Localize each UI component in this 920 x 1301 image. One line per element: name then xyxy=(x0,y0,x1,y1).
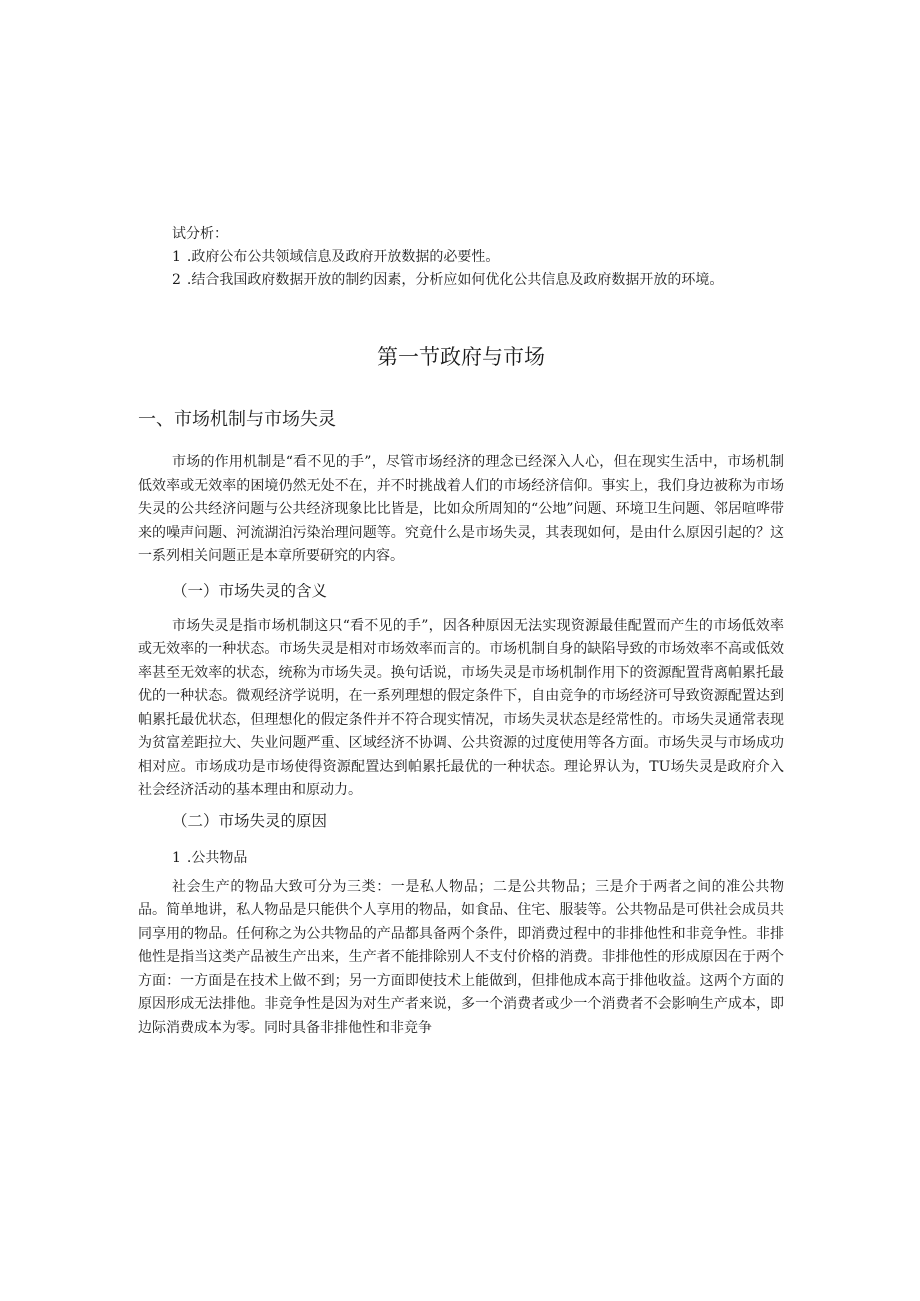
page-content xyxy=(138,223,784,1040)
cause-item-public-goods xyxy=(172,847,784,870)
question-text: .结合我国政府数据开放的制约因素，分析应如何优化公共信息及政府数据开放的环境。 xyxy=(186,272,724,288)
section-title: 第一节政府与市场 xyxy=(377,345,545,369)
question-number: 2 xyxy=(172,272,181,288)
question-text: .政府公布公共领域信息及政府开放数据的必要性。 xyxy=(186,249,500,265)
subsection-heading-meaning: （一）市场失灵的含义 xyxy=(172,581,328,600)
meaning-paragraph: 市场失灵是指市场机制这只“看不见的手”，因各种原因无法实现资源最佳配置而产生的市场低效率或无效率的一种状态。市场失灵是相对市场效率而言的。市场机制自身的缺陷导致的市场效率不高或低效率甚至无效率的状态，统称为市场失灵。换句话说，市场失灵是市场机制作用下的资源配置背离帕累托最优的一种状态。微观经济学说明，在一系列理想的假定条件下，自由竞争的市场经济可导致资源配置达到帕累托最优状态，但理想化的假定条件并不符合现实情况，市场失灵状态是经常性的。市场失灵通常表现为贫富差距拉大、失业问题严重、区域经济不协调、公共资源的过度使用等各方面。市场失灵与市场成功相对应。市场成功是市场使得资源配置达到帕累托最优的一种状态。理论界认为，TU场失灵是政府介入社会经济活动的基本理由和原动力。 xyxy=(138,617,784,798)
heading-market-mechanism: 一、市场机制与市场失灵 xyxy=(138,409,336,430)
public-goods-paragraph: 社会生产的物品大致可分为三类：一是私人物品；二是公共物品；三是介于两者之间的准公共物品。简单地讲，私人物品是只能供个人享用的物品，如食品、住宅、服装等。公共物品是可供社会成员共同享用的物品。任何称之为公共物品的产品都具备两个条件，即消费过程中的非排他性和非竞争性。非排他性是指当这类产品被生产出来，生产者不能排除别人不支付价格的消费。非排他性的形成原因在于两个方面：一方面是在技术上做不到；另一方面即使技术上能做到，但排他成本高于排他收益。这两个方面的原因形成无法排他。非竞争性是因为对生产者来说，多一个消费者或少一个消费者不会影响生产成本，即边际消费成本为零。同时具备非排他性和非竞争 xyxy=(138,878,784,1036)
question-intro: 试分析： xyxy=(172,226,228,242)
intro-paragraph: 市场的作用机制是“看不见的手”，尽管市场经济的理念已经深入人心，但在现实生活中，市场机制低效率或无效率的困境仍然无处不在，并不时挑战着人们的市场经济信仰。事实上，我们身边被称为市场失灵的公共经济问题与公共经济现象比比皆是，比如众所周知的“公地”问题、环境卫生问题、邻居喧哗带来的噪声问题、河流湖泊污染治理问题等。究竟什么是市场失灵，其表现如何，是由什么原因引起的？这一系列相关问题正是本章所要研究的内容。 xyxy=(138,454,784,564)
subsection-heading-causes: （二）市场失灵的原因 xyxy=(172,811,328,830)
cause-item-label: .公共物品 xyxy=(186,849,248,866)
question-number: 1 xyxy=(172,249,181,265)
question-item xyxy=(172,246,784,269)
question-item xyxy=(172,269,784,292)
cause-item-number: 1 xyxy=(172,849,181,866)
